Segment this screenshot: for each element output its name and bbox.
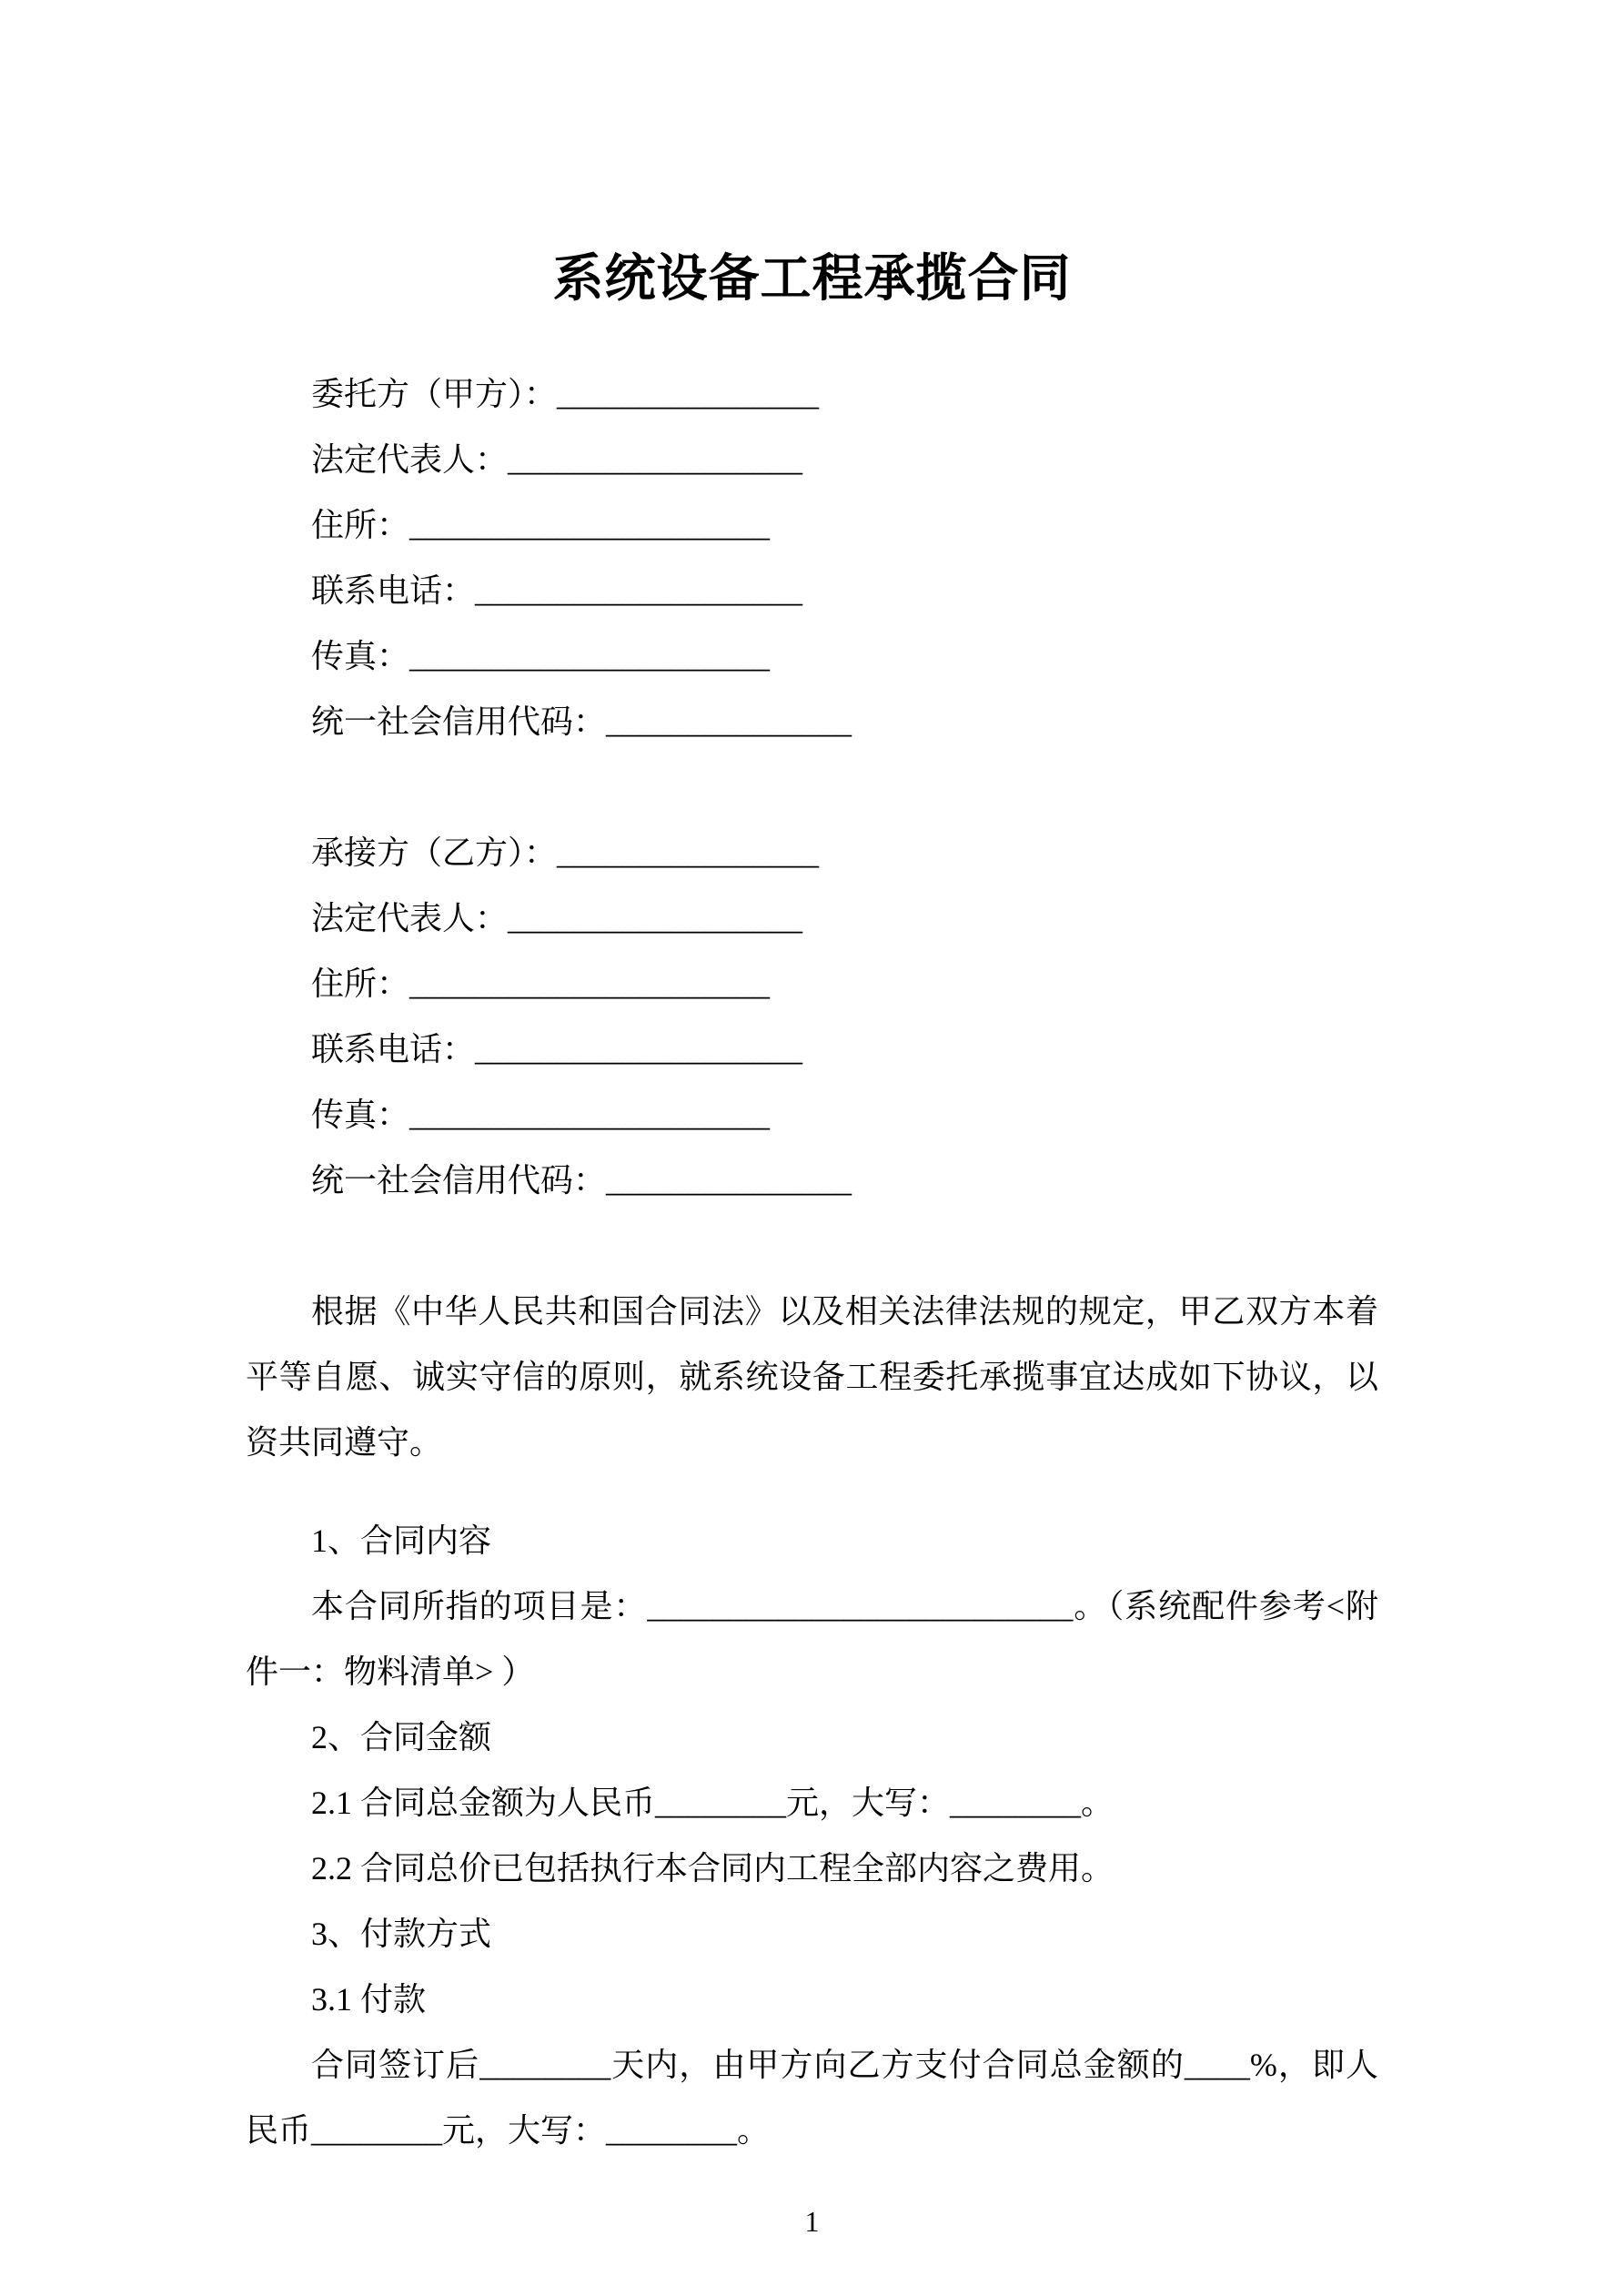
party-b-section <box>246 820 1378 1213</box>
party-a-section <box>246 361 1378 754</box>
paragraph-gap-spacer <box>246 1475 1378 1508</box>
clause-3-1-body: 合同签订后________天内，由甲方向乙方支付合同总金额的____%，即人民币________元，大写：________。 <box>246 2047 1378 2149</box>
clause-1-body: 本合同所指的项目是：__________________________。（系统配件参考<附件一：物料清单> ） <box>246 1588 1378 1690</box>
clause-2-1-line: 2.1 合同总金额为人民币________元，大写：________。 <box>311 1785 1115 1821</box>
clause-3-heading: 3、付款方式 <box>311 1916 492 1952</box>
party-b-name-line: 承接方（乙方）：________________ <box>311 834 820 871</box>
clause-3-1-heading: 3.1 付款 <box>311 1981 427 2018</box>
clause-2-heading: 2、合同金额 <box>311 1719 492 1755</box>
clauses-section <box>246 1508 1378 2163</box>
party-a-credit-code-line: 统一社会信用代码：_______________ <box>311 703 852 740</box>
party-b-credit-code-line: 统一社会信用代码：_______________ <box>311 1162 852 1199</box>
document-title: 系统设备工程承揽合同 <box>552 251 1072 308</box>
party-a-fax-line: 传真：______________________ <box>311 638 771 674</box>
clause-1-heading: 1、合同内容 <box>311 1522 492 1559</box>
party-b-phone-line: 联系电话：____________________ <box>311 1031 803 1067</box>
party-a-phone-line: 联系电话：____________________ <box>311 572 803 609</box>
preamble-paragraph: 根据《中华人民共和国合同法》以及相关法律法规的规定，甲乙双方本着平等自愿、诚实守信的原则，就系统设备工程委托承揽事宜达成如下协议，以资共同遵守。 <box>246 1293 1378 1461</box>
page-number: 1 <box>804 2205 820 2238</box>
party-a-address-line: 住所：______________________ <box>311 507 771 543</box>
clause-2-2-line: 2.2 合同总价已包括执行本合同内工程全部内容之费用。 <box>311 1850 1115 1886</box>
party-b-fax-line: 传真：______________________ <box>311 1097 771 1133</box>
party-a-legal-rep-line: 法定代表人：__________________ <box>311 441 803 478</box>
blank-line-spacer <box>246 1213 1378 1279</box>
party-b-address-line: 住所：______________________ <box>311 966 771 1002</box>
blank-line-spacer <box>246 754 1378 820</box>
party-a-name-line: 委托方（甲方）：________________ <box>311 376 820 412</box>
party-b-legal-rep-line: 法定代表人：__________________ <box>311 900 803 936</box>
